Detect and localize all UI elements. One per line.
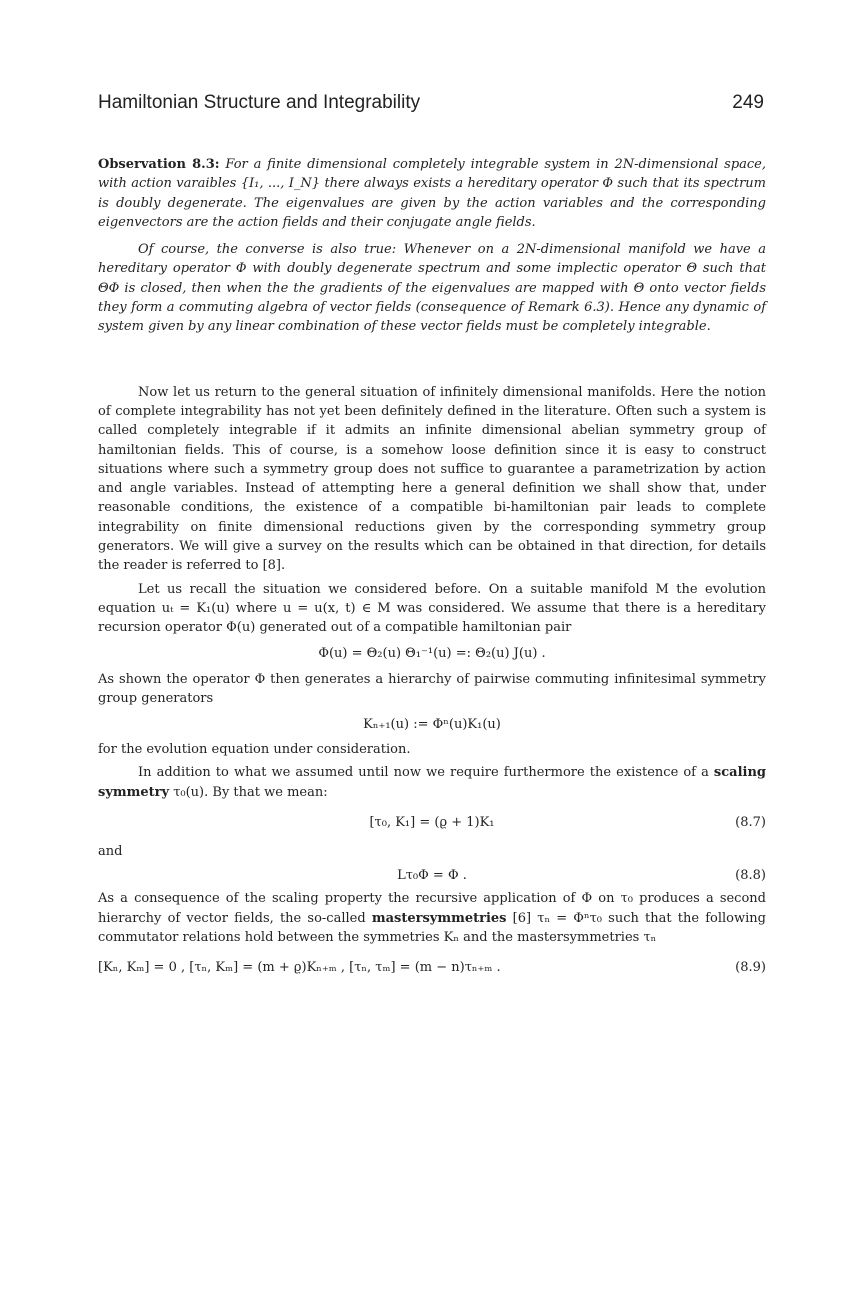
term-mastersymmetries: mastersymmetries [371, 910, 507, 926]
equation-number: (8.7) [735, 814, 766, 830]
running-header [98, 92, 764, 114]
equation-text: [τ₀, K₁] = (ϱ + 1)K₁ [369, 814, 495, 830]
paragraph-scaling: In addition to what we assumed until now we require furthermore the existence of a scaling symmetry τ₀(u). By that we mean: [98, 765, 766, 800]
equation-phi-definition [98, 638, 766, 670]
observation-converse: Of course, the converse is also true: Whenever on a 2N-dimensional manifold we have a hereditary operator Φ with doubly degenerate spectrum and some implectic operator Θ such that ΘΦ is closed, then when the the gradients of the eigenvalues are mapped with Θ onto vector fields they form a commuting algebra of vector fields (consequence of Remark 6.3). Hence any dynamic of system given by any linear combination of these vector fields must be completely integrable. [98, 242, 766, 335]
page-body [98, 155, 766, 987]
paragraph-evolution: for the evolution equation under consideration. [98, 742, 411, 758]
equation-8-7 [98, 802, 766, 842]
paragraph-recall: Let us recall the situation we considered before. On a suitable manifold M the evolution equation uₜ = K₁(u) where u = u(x, t) ∈ M was considered. We assume that there is a hereditary recursion operator Φ(u) generated out of a compatible hamiltonian pair [98, 581, 766, 636]
term-scaling-symmetry: scaling symmetry [98, 765, 766, 800]
equation-number: (8.9) [735, 959, 766, 975]
running-title: Hamiltonian Structure and Integrability [98, 92, 421, 113]
equation-8-8 [98, 861, 766, 889]
paragraph-mastersymmetries: As a consequence of the scaling property the recursive application of Φ on τ₀ produces a second hierarchy of vector fields, the so-called mastersymmetries [6] τₙ = Φⁿτ₀ such that the following commutator relations hold between the symmetries Kₙ and the mastersymmetries τₙ [98, 891, 766, 945]
equation-text: [Kₙ, Kₘ] = 0 , [τₙ, Kₘ] = (m + ϱ)Kₙ₊ₘ , [τₙ, τₘ] = (m − n)τₙ₊ₘ . [98, 959, 501, 975]
observation-block [98, 155, 766, 337]
equation-8-9 [98, 947, 766, 987]
equation-k-definition [98, 708, 766, 740]
observation-statement [98, 155, 766, 232]
equation-text: Kₙ₊₁(u) := Φⁿ(u)K₁(u) [363, 716, 501, 732]
observation-label: Observation 8.3: [98, 157, 220, 172]
paragraph-integrability: Now let us return to the general situation of infinitely dimensional manifolds. Here the notion of complete integrability has not yet been definitely defined in the literature. Often such a system is called completely integrable if it admits an infinite dimensional abelian symmetry group of hamiltonian fields. This of course, is a somehow loose definition since it is easy to construct situations where such a symmetry group does not suffice to guarantee a parametrization by action and angle variables. Instead of attempting here a general definition we shall show that, under reasonable conditions, the existence of a compatible bi-hamiltonian pair leads to complete integrability on finite dimensional reductions given by the corresponding symmetry group generators. We will give a survey on the results which can be obtained in that direction, for details the reader is referred to [8]. [98, 384, 766, 574]
observation-text: For a finite dimensional completely integrable system in 2N-dimensional space, with action varaibles {I₁, ..., I_N} there always exists a hereditary operator Φ such that its spectrum is doubly degenerate. The eigenvalues are given by the action variables and the corresponding eigenvectors are the action fields and their conjugate angle fields. [98, 157, 766, 230]
equation-text: Φ(u) = Θ₂(u) Θ₁⁻¹(u) =: Θ₂(u) J(u) . [318, 646, 546, 662]
paragraph-hierarchy: As shown the operator Φ then generates a hierarchy of pairwise commuting infinitesimal symmetry group generators [98, 671, 766, 706]
paragraph-and: and [98, 844, 123, 860]
equation-number: (8.8) [735, 867, 766, 883]
equation-text: Lτ₀Φ = Φ . [397, 867, 467, 883]
page-number: 249 [732, 92, 764, 113]
